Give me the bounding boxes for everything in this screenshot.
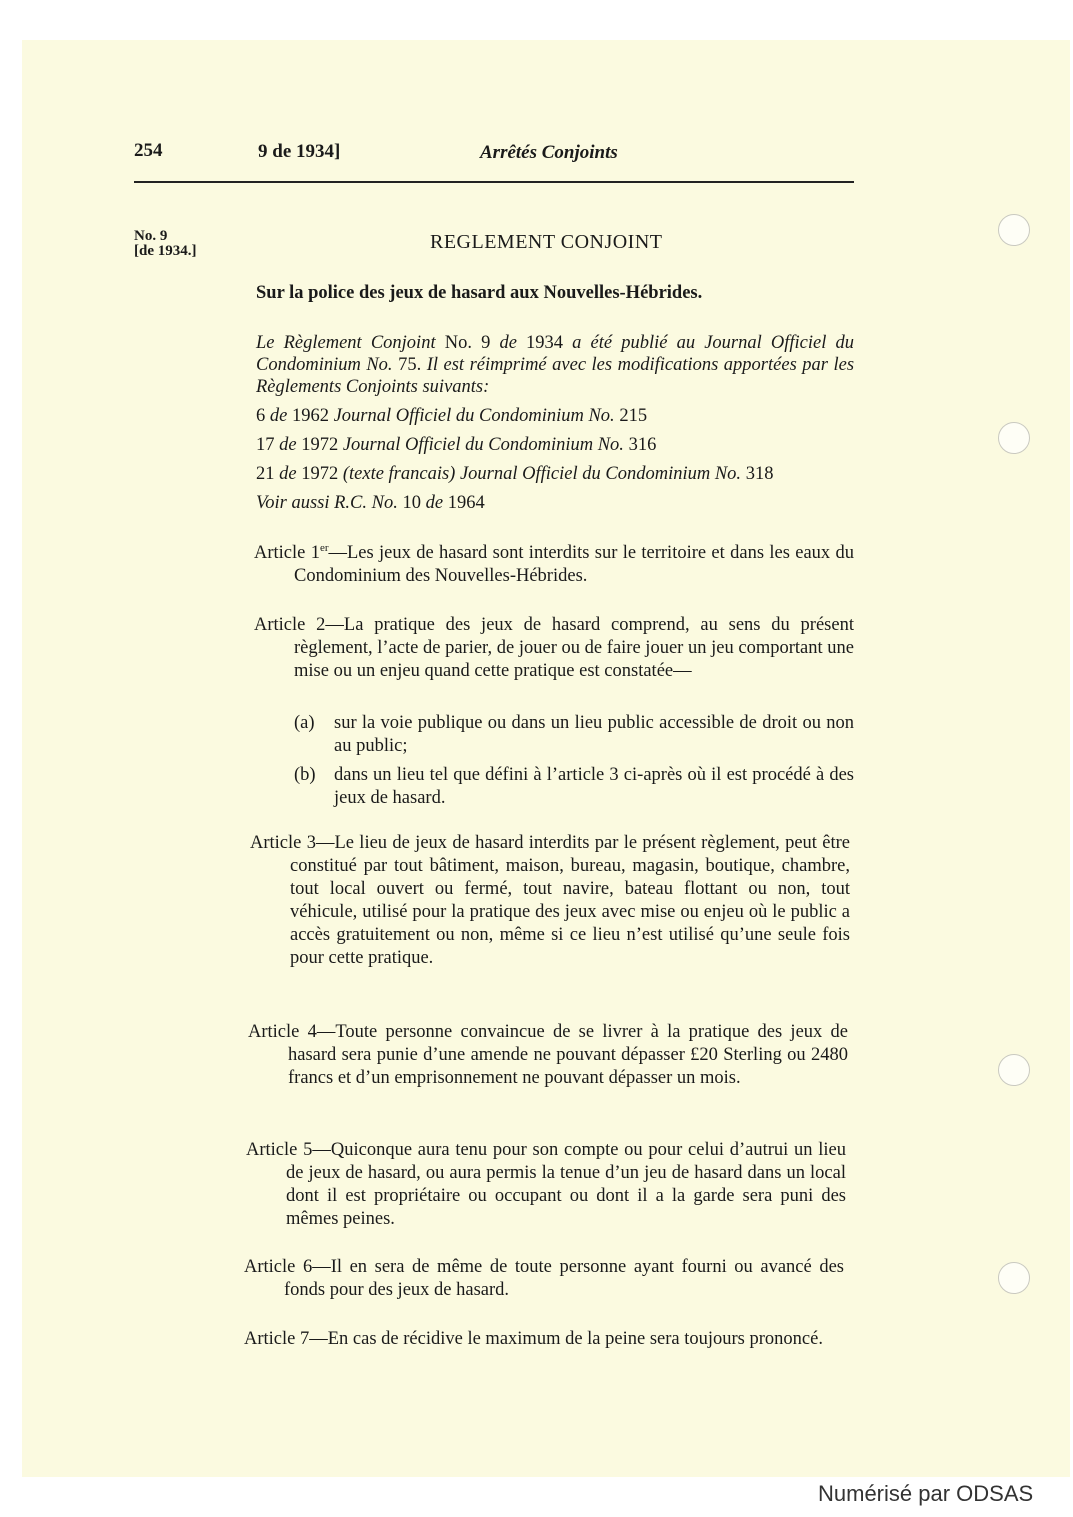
header-rule <box>134 181 854 183</box>
act-reference: 9 de 1934] <box>258 141 341 162</box>
article-text: —En cas de récidive le maximum de la peine sera toujours prononcé. <box>309 1329 823 1349</box>
intro-text-3: Il est réimprimé avec les modifications apportées par les Règlements Conjoints suivants: <box>256 355 855 397</box>
article-text: —La pratique des jeux de hasard comprend, au sens du présent règlement, l’acte de parier, de jouer ou de faire jouer un jeu comportant une mise ou un enjeu quand cette pratique est constatée— <box>294 615 854 681</box>
citation-issue: 318 <box>745 464 774 484</box>
citation-de: de <box>279 435 297 455</box>
punch-hole-1 <box>998 214 1030 246</box>
article-label: Article 4 <box>248 1022 317 1042</box>
article-label: Article 7 <box>244 1329 310 1349</box>
article-text: —Quiconque aura tenu pour son compte ou pour celui d’autrui un lieu de jeux de hasard, ou aura permis la tenue d’un jeu de hasard dans un local dont il est propriétaire ou occupant ou dont il a la garde sera puni des mêmes peines. <box>286 1140 846 1229</box>
intro-number: No. 9 <box>444 333 491 353</box>
intro-issue: 75. <box>398 355 422 375</box>
citation-num: 17 <box>256 435 275 455</box>
article-label: Article 6 <box>244 1257 313 1277</box>
intro-year: 1934 <box>526 333 564 353</box>
article-label: Article 1 <box>254 543 320 563</box>
citation-line <box>256 435 656 456</box>
article-sup: er <box>319 541 329 554</box>
article-7 <box>244 1328 844 1351</box>
article-3 <box>250 832 850 970</box>
article-2-item-b <box>294 764 854 810</box>
regulation-title: REGLEMENT CONJOINT <box>430 231 663 253</box>
running-title: Arrêtés Conjoints <box>480 142 618 163</box>
citation-num: 6 <box>256 406 266 426</box>
item-text: sur la voie publique ou dans un lieu public accessible de droit ou non au public; <box>334 713 854 756</box>
item-text: dans un lieu tel que défini à l’article 3 ci-après où il est procédé à des jeux de hasard. <box>334 765 854 808</box>
citation-line <box>256 406 647 427</box>
article-label: Article 2 <box>254 615 326 635</box>
citation-year: 1972 <box>301 464 339 484</box>
citation-issue: 215 <box>619 406 648 426</box>
citation-de: Voir aussi R.C. No. <box>256 493 398 513</box>
margin-note <box>134 229 197 259</box>
citation-issue: 316 <box>628 435 657 455</box>
punch-hole-4 <box>998 1262 1030 1294</box>
citation-de: de <box>279 464 297 484</box>
citation-year: 10 <box>402 493 421 513</box>
article-2 <box>254 614 854 683</box>
punch-hole-3 <box>998 1054 1030 1086</box>
article-text: —Les jeux de hasard sont interdits sur le territoire et dans les eaux du Condominium des Nouvelles-Hébrides. <box>294 543 854 586</box>
citation-de: de <box>269 406 288 426</box>
intro-paragraph <box>256 332 854 398</box>
citation-text: (texte francais) Journal Officiel du Condominium No. <box>342 464 742 484</box>
item-label: (a) <box>294 713 315 733</box>
item-label: (b) <box>294 765 316 785</box>
margin-note-year: [de 1934.] <box>134 243 197 259</box>
digitization-credit: Numérisé par ODSAS <box>818 1481 1034 1506</box>
article-text: —Toute personne convaincue de se livrer à la pratique des jeux de hasard sera punie d’une amende ne pouvant dépasser £20 Sterling ou 2480 francs et d’un emprisonnement ne pouvant dépasser un mois. <box>288 1022 848 1088</box>
regulation-subject: Sur la police des jeux de hasard aux Nouvelles-Hébrides. <box>256 283 703 303</box>
intro-text-1: Le Règlement Conjoint <box>256 333 436 353</box>
citation-num: 21 <box>256 464 275 484</box>
article-text: —Il en sera de même de toute personne ayant fourni ou avancé des fonds pour des jeux de hasard. <box>284 1257 844 1300</box>
article-5 <box>246 1139 846 1231</box>
intro-text-2: a été publié au Journal Officiel du Condominium No. <box>256 333 854 375</box>
citation-text: de <box>425 493 444 513</box>
article-1 <box>254 542 854 588</box>
citation-issue: 1964 <box>447 493 485 513</box>
citation-line <box>256 493 485 514</box>
page-number: 254 <box>134 140 163 161</box>
citation-year: 1972 <box>301 435 339 455</box>
citation-year: 1962 <box>291 406 329 426</box>
article-6 <box>244 1256 844 1302</box>
intro-de: de <box>499 333 517 353</box>
article-label: Article 5 <box>246 1140 313 1160</box>
citation-text: Journal Officiel du Condominium No. <box>342 435 624 455</box>
citation-line <box>256 464 773 485</box>
article-2-item-a <box>294 712 854 758</box>
article-4 <box>248 1021 848 1090</box>
punch-hole-2 <box>998 422 1030 454</box>
margin-note-number: No. 9 <box>134 228 168 244</box>
citation-text: Journal Officiel du Condominium No. <box>333 406 615 426</box>
article-label: Article 3 <box>250 833 316 853</box>
article-text: —Le lieu de jeux de hasard interdits par le présent règlement, peut être constitué par tout bâtiment, maison, bureau, magasin, boutique, chambre, tout local ouvert ou fermé, tout navire, bateau flottant ou non, tout véhicule, utilisé pour la pratique des jeux avec mise ou enjeu où le public a accès gratuitement ou non, même si ce lieu n’est utilisé qu’une seule fois pour cette pratique. <box>290 833 850 968</box>
